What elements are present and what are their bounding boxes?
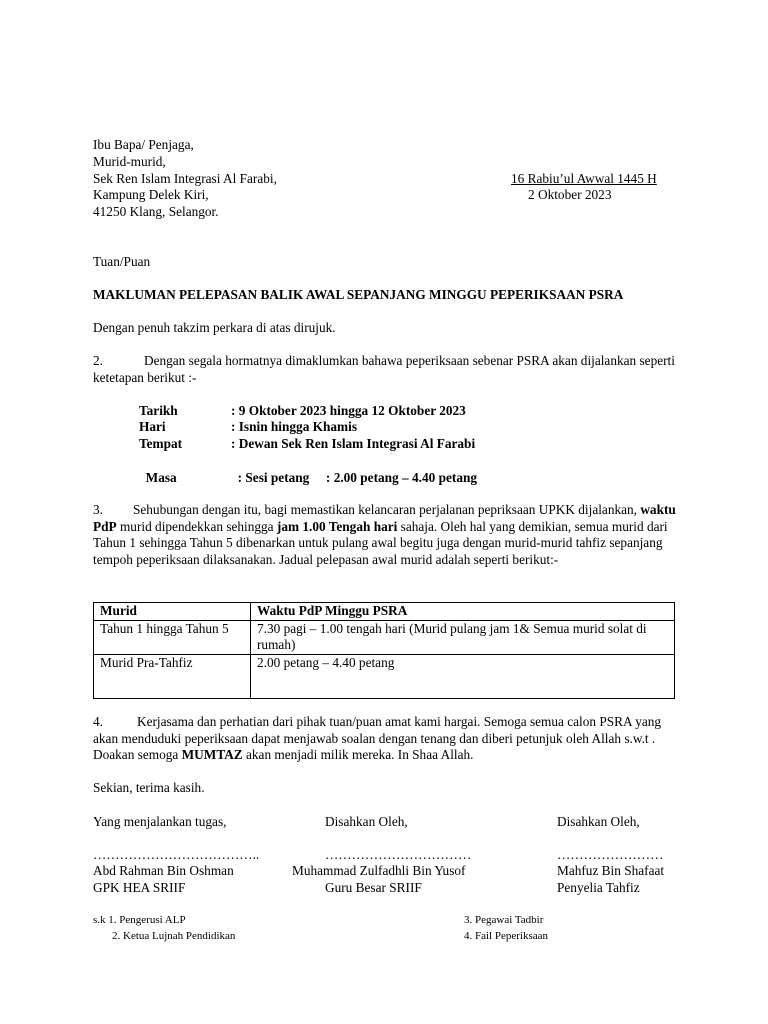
recipient-line-3: Sek Ren Islam Integrasi Al Farabi,	[93, 171, 277, 186]
schedule-value: : Dewan Sek Ren Islam Integrasi Al Farabi	[231, 436, 476, 451]
paragraph-3-text: murid dipendekkan sehingga	[116, 518, 277, 534]
table-header-row	[94, 603, 675, 621]
schedule-value: : Isnin hingga Khamis	[231, 419, 357, 434]
table-header-waktu: Waktu PdP Minggu PSRA	[251, 603, 675, 621]
table-row	[94, 620, 675, 654]
opening-line: Dengan penuh takzim perkara di atas dirujuk.	[93, 320, 336, 335]
schedule-row-hari	[139, 419, 357, 436]
paragraph-2-number: 2.	[93, 353, 103, 368]
paragraph-4-bold-mumtaz: MUMTAZ	[181, 747, 243, 762]
signatory-1-title: GPK HEA SRIIF	[93, 880, 186, 895]
cc-item-4: 4. Fail Peperiksaan	[464, 930, 549, 942]
table-cell: 2.00 petang – 4.40 petang	[251, 654, 675, 698]
recipient-line-1: Ibu Bapa/ Penjaga,	[93, 137, 194, 152]
paragraph-3-number: 3.	[93, 502, 103, 517]
paragraph-4	[93, 714, 678, 764]
recipient-line-4: Kampung Delek Kiri,	[93, 187, 209, 202]
paragraph-3	[93, 502, 678, 568]
signatory-2-title: Guru Besar SRIIF	[325, 880, 422, 895]
schedule-key: Masa	[145, 469, 177, 485]
paragraph-2	[93, 353, 678, 386]
paragraph-3-bold-time: jam 1.00 Tengah hari	[276, 518, 398, 534]
paragraph-3-text: sahaja. Oleh hal yang demikian, semua murid dari Tahun 1 sehingga Tahun 5 dibenarkan untuk pulang awal begitu juga dengan murid-murid tahfiz sepanjang tempoh peperiksaan dilaksanakan. Jadual pelepasan awal murid adalah seperti berikut:-	[93, 518, 668, 567]
signatory-3-dots: ……………………	[557, 847, 664, 862]
paragraph-3-text: Sehubungan dengan itu, bagi memastikan kelancaran perjalanan pepriksaan UPKK dijalankan,	[132, 502, 641, 517]
schedule-key: Tarikh	[139, 403, 178, 418]
table-cell: 7.30 pagi – 1.00 tengah hari (Murid pulang jam 1& Semua murid solat di rumah)	[251, 620, 675, 654]
paragraph-3-bold-pdp: waktu PdP	[93, 502, 676, 534]
recipient-line-2: Murid-murid,	[93, 154, 166, 169]
signatory-2-name: Muhammad Zulfadhli Bin Yusof	[292, 863, 466, 878]
paragraph-4-text: akan menjadi milik mereka. In Shaa Allah.	[242, 747, 474, 762]
schedule-row-tarikh	[139, 403, 466, 420]
paragraph-2-text: Dengan segala hormatnya dimaklumkan bahawa peperiksaan sebenar PSRA akan dijalankan seperti ketetapan berikut :-	[93, 353, 675, 385]
cc-item-2: 2. Ketua Lujnah Pendidikan	[112, 930, 236, 942]
date-hijri: 16 Rabiu’ul Awwal 1445 H	[511, 171, 657, 186]
paragraph-4-number: 4.	[93, 714, 103, 729]
cc-item-3: 3. Pegawai Tadbir	[464, 914, 544, 926]
schedule-key: Hari	[139, 419, 166, 434]
paragraph-4-text: Kerjasama dan perhatian dari pihak tuan/puan amat kami hargai. Semoga semua calon PSRA yang akan menduduki peperiksaan dapat menjawab soalan dengan tenang dan diberi petunjuk oleh Allah s.w.t . Doakan semoga	[93, 714, 662, 762]
signatory-1-name: Abd Rahman Bin Oshman	[93, 863, 234, 878]
schedule-row-masa	[139, 453, 477, 486]
recipient-line-5: 41250 Klang, Selangor.	[93, 204, 219, 219]
schedule-value: : Sesi petang : 2.00 petang – 4.40 petang	[237, 469, 478, 485]
schedule-value: : 9 Oktober 2023 hingga 12 Oktober 2023	[231, 403, 466, 418]
table-row	[94, 654, 675, 698]
table-header-murid: Murid	[94, 603, 251, 621]
signatory-2-dots: ……………………………	[325, 847, 472, 862]
release-schedule-table	[93, 602, 675, 699]
salutation: Tuan/Puan	[93, 254, 151, 269]
schedule-row-tempat	[139, 436, 475, 453]
signatory-1-dots: ………………………………..	[93, 847, 260, 862]
letter-subject: MAKLUMAN PELEPASAN BALIK AWAL SEPANJANG MINGGU PEPERIKSAAN PSRA	[93, 287, 624, 302]
signatory-3-name: Mahfuz Bin Shafaat	[557, 863, 665, 878]
signatory-2-heading: Disahkan Oleh,	[325, 814, 408, 829]
date-gregorian: 2 Oktober 2023	[528, 187, 612, 202]
signatory-3-heading: Disahkan Oleh,	[557, 814, 640, 829]
schedule-key: Tempat	[139, 436, 183, 451]
table-cell: Tahun 1 hingga Tahun 5	[94, 620, 251, 654]
signatory-3-title: Penyelia Tahfiz	[557, 880, 640, 895]
signatory-1-heading: Yang menjalankan tugas,	[93, 814, 227, 829]
table-cell: Murid Pra-Tahfiz	[94, 654, 251, 698]
closing-line: Sekian, terima kasih.	[93, 780, 205, 795]
cc-item-1: s.k 1. Pengerusi ALP	[93, 914, 186, 926]
